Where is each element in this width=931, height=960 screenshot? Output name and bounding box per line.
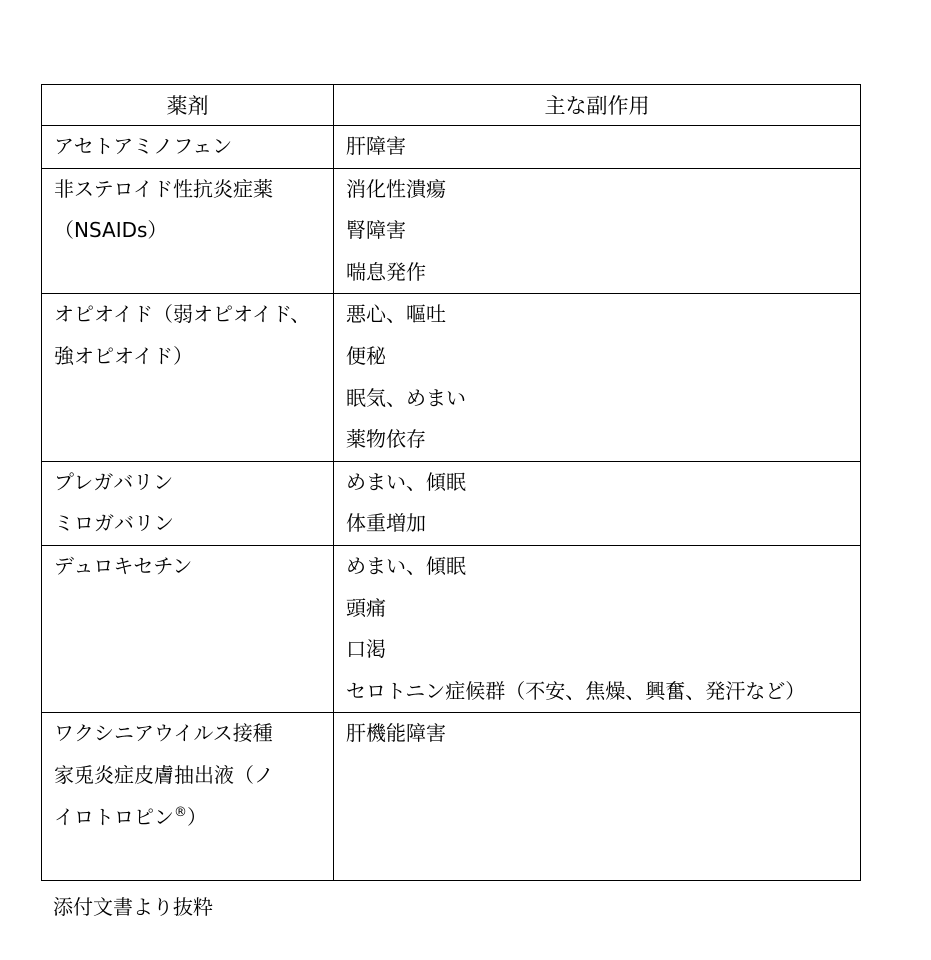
side-effect-item: 腎障害 xyxy=(346,218,406,243)
drug-cell xyxy=(42,294,334,461)
side-effects-cell xyxy=(334,713,861,880)
side-effects-cell xyxy=(334,461,861,545)
side-effects-cell xyxy=(334,294,861,461)
source-note: 添付文書より抜粋 xyxy=(53,895,213,919)
side-effect-item: 肝機能障害 xyxy=(346,721,446,746)
table-row xyxy=(42,294,861,461)
drug-name: （NSAIDs） xyxy=(54,218,168,243)
drug-name: デュロキセチン xyxy=(54,553,193,578)
side-effect-item: 消化性潰瘍 xyxy=(346,176,446,201)
side-effect-item: 口渇 xyxy=(346,637,386,662)
side-effect-item: 頭痛 xyxy=(346,595,386,620)
side-effects-cell xyxy=(334,168,861,294)
side-effect-item: 体重増加 xyxy=(346,511,426,536)
drug-name: オピオイド（弱オピオイド、 xyxy=(54,302,311,327)
drug-cell xyxy=(42,713,334,880)
table-row xyxy=(42,168,861,294)
drug-name: アセトアミノフェン xyxy=(54,134,233,158)
side-effect-item: 便秘 xyxy=(346,343,386,368)
side-effect-item: 喘息発作 xyxy=(346,259,426,284)
side-effect-item: 眠気、めまい xyxy=(346,385,466,410)
header-drug: 薬剤 xyxy=(42,85,334,126)
side-effects-table-container xyxy=(41,84,860,881)
drug-cell xyxy=(42,545,334,712)
registered-mark: ® xyxy=(174,804,187,820)
table-header-row xyxy=(42,85,861,126)
drug-cell xyxy=(42,168,334,294)
drug-name: 強オピオイド） xyxy=(54,343,193,368)
side-effect-item: 悪心、嘔吐 xyxy=(346,302,446,327)
drug-name: プレガバリン xyxy=(54,469,174,494)
table-row xyxy=(42,461,861,545)
side-effects-cell xyxy=(334,126,861,169)
drug-name: 非ステロイド性抗炎症薬 xyxy=(54,176,273,201)
table-row xyxy=(42,713,861,880)
drug-name: ミロガバリン xyxy=(54,511,174,536)
side-effects-table xyxy=(41,84,861,881)
table-row xyxy=(42,126,861,169)
drug-name-part: ） xyxy=(187,804,207,829)
side-effect-item: 肝障害 xyxy=(346,134,406,158)
side-effects-cell xyxy=(334,545,861,712)
drug-name: 家兎炎症皮膚抽出液（ノ xyxy=(54,762,274,787)
side-effect-item: 薬物依存 xyxy=(346,427,426,452)
side-effect-item: セロトニン症候群（不安、焦燥、興奮、発汗など） xyxy=(346,678,806,703)
side-effect-item: めまい、傾眠 xyxy=(346,553,466,578)
table-row xyxy=(42,545,861,712)
drug-name-with-mark xyxy=(42,797,333,839)
drug-cell xyxy=(42,126,334,169)
drug-name-part: イロトロピン xyxy=(54,804,174,829)
header-side-effects: 主な副作用 xyxy=(334,85,861,126)
drug-cell xyxy=(42,461,334,545)
empty-line xyxy=(42,838,333,880)
drug-name: ワクシニアウイルス接種 xyxy=(54,721,273,746)
side-effect-item: めまい、傾眠 xyxy=(346,469,466,494)
